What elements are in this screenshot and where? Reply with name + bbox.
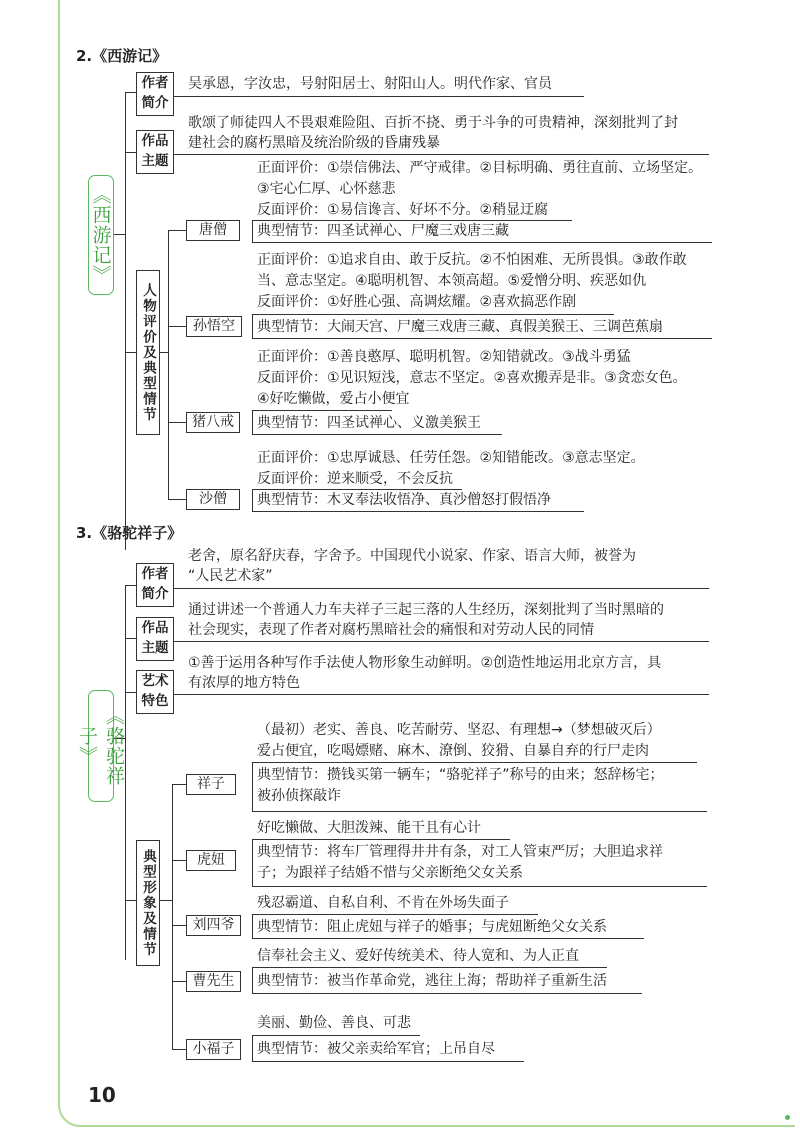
underline <box>252 886 707 887</box>
theme-line-2: 建社会的腐朽黑暗及统治阶级的昏庸残暴 <box>188 135 440 151</box>
tree-branch <box>172 925 186 926</box>
xiangzi-plot-1: 典型情节：攒钱买第一辆车；“骆驼祥子”称号的由来；怒辞杨宅； <box>257 767 664 783</box>
underline <box>252 410 392 411</box>
character-tangseng: 唐僧 <box>186 220 240 241</box>
theme-line-2: 社会现实，表现了作者对腐朽黑暗社会的痛恨和对劳动人民的同情 <box>188 622 594 638</box>
underline <box>174 641 709 642</box>
character-caoxiansheng: 曹先生 <box>186 971 241 992</box>
caoxiansheng-trait: 信奉社会主义、爱好传统美术、待人宽和、为人正直 <box>257 948 579 964</box>
tree-subtrunk <box>168 230 169 500</box>
tangseng-plot: 典型情节：四圣试禅心、尸魔三戏唐三藏 <box>257 223 509 239</box>
underline <box>252 314 614 315</box>
underline <box>252 993 642 994</box>
caoxiansheng-plot: 典型情节：被当作革命党，逃往上海；帮助祥子重新生活 <box>257 973 607 989</box>
sunwukong-eval-3: 反面评价：①好胜心强、高调炫耀。②喜欢搞恶作剧 <box>257 294 577 310</box>
underline <box>252 839 510 840</box>
section-title-xiyouji: 2.《西游记》 <box>76 47 168 65</box>
divider <box>252 839 253 887</box>
divider <box>252 314 253 338</box>
underline <box>174 588 709 589</box>
character-shaseng: 沙僧 <box>186 489 240 510</box>
shaseng-eval-1: 正面评价：①忠厚诚恳、任劳任怨。②知错能改。③意志坚定。 <box>257 450 645 466</box>
underline <box>174 96 584 97</box>
category-characters: 典型形象及情节 <box>136 840 160 966</box>
section-title-luotuoxiangzi: 3.《骆驼祥子》 <box>76 524 183 542</box>
tangseng-eval-1: 正面评价：①崇信佛法、严守戒律。②目标明确、勇往直前、立场坚定。 <box>257 160 703 176</box>
tangseng-eval-3: 反面评价：①易信谗言、好坏不分。②稍显迂腐 <box>257 202 549 218</box>
theme-line-1: 通过讲述一个普通人力车夫祥子三起三落的人生经历，深刻批判了当时黑暗的 <box>188 602 664 618</box>
tree-branch <box>172 981 186 982</box>
tree-branch <box>168 230 186 231</box>
underline <box>252 1061 524 1062</box>
theme-line-1: 歌颂了师徒四人不畏艰难险阻、百折不挠、勇于斗争的可贵精神，深刻批判了封 <box>188 115 678 131</box>
shaseng-eval-2: 反面评价：逆来顺受，不会反抗 <box>257 471 453 487</box>
tree-branch <box>160 352 169 353</box>
underline <box>252 811 707 812</box>
zhubajie-eval-3: ④好吃懒做，爱占小便宜 <box>257 391 410 407</box>
tree-branch <box>168 326 186 327</box>
book-title-luotuoxiangzi: 《骆驼祥子》 <box>88 690 114 802</box>
zhubajie-eval-2: 反面评价：①见识短浅，意志不坚定。②喜欢搬弄是非。③贪恋女色。 <box>257 370 687 386</box>
xiaofuzi-plot: 典型情节：被父亲卖给军官；上吊自尽 <box>257 1041 495 1057</box>
art-line-1: ①善于运用各种写作手法使人物形象生动鲜明。②创造性地运用北京方言，具 <box>188 655 662 671</box>
zhubajie-eval-1: 正面评价：①善良憨厚、聪明机智。②知错就改。③战斗勇猛 <box>257 349 631 365</box>
category-author-intro: 作者简介 <box>136 563 174 607</box>
xiangzi-trait-1: （最初）老实、善良、吃苦耐劳、坚忍、有理想→（梦想破灭后） <box>257 722 661 738</box>
character-xiaofuzi: 小福子 <box>186 1039 241 1060</box>
huniu-plot-2: 子；为跟祥子结婚不惜与父亲断绝父女关系 <box>257 865 523 881</box>
divider <box>252 220 253 242</box>
divider <box>252 489 253 511</box>
author-text: 吴承恩，字汝忠，号射阳居士、射阳山人。明代作家、官员 <box>188 76 552 92</box>
underline <box>252 242 712 243</box>
huniu-plot-1: 典型情节：将车厂管理得井井有条，对工人管束严厉；大胆追求祥 <box>257 844 663 860</box>
divider <box>252 914 253 938</box>
tree-branch <box>172 784 186 785</box>
zhubajie-plot: 典型情节：四圣试禅心、义激美猴王 <box>257 415 481 431</box>
tree-branch <box>172 1049 186 1050</box>
author-line-1: 老舍，原名舒庆春，字舍予。中国现代小说家、作家、语言大师，被誉为 <box>188 548 636 564</box>
corner-marker <box>785 1115 790 1120</box>
liusiye-trait: 残忍霸道、自私自利、不肯在外场失面子 <box>257 895 509 911</box>
character-sunwukong: 孙悟空 <box>186 316 242 337</box>
underline <box>252 434 502 435</box>
xiangzi-plot-2: 被孙侦探敲诈 <box>257 788 341 804</box>
underline <box>252 338 712 339</box>
underline <box>252 511 584 512</box>
divider <box>252 967 253 993</box>
tree-branch <box>168 499 186 500</box>
sunwukong-eval-1: 正面评价：①追求自由、敢于反抗。②不怕困难、无所畏惧。③敢作敢 <box>257 252 687 268</box>
divider <box>252 1035 253 1061</box>
underline <box>174 694 709 695</box>
underline <box>174 154 709 155</box>
underline <box>252 1035 420 1036</box>
category-characters: 人物评价及典型情节 <box>136 270 160 435</box>
category-theme: 作品主题 <box>136 130 174 174</box>
xiangzi-trait-2: 爱占便宜，吃喝嫖赌、麻木、潦倒、狡猾、自暴自弃的行尸走肉 <box>257 743 649 759</box>
tangseng-eval-2: ③宅心仁厚、心怀慈悲 <box>257 181 396 197</box>
tree-branch <box>160 900 173 901</box>
sunwukong-eval-2: 当、意志坚定。④聪明机智、本领高超。⑤爱憎分明、疾恶如仇 <box>257 273 647 289</box>
tree-branch <box>172 860 186 861</box>
character-zhubajie: 猪八戒 <box>186 412 240 433</box>
author-line-2: “人民艺术家” <box>188 568 273 584</box>
book-title-xiyouji: 《西游记》 <box>88 175 114 295</box>
divider <box>252 762 253 812</box>
underline <box>252 967 607 968</box>
huniu-trait: 好吃懒做、大胆泼辣、能干且有心计 <box>257 820 481 836</box>
liusiye-plot: 典型情节：阻止虎妞与祥子的婚事；与虎妞断绝父女关系 <box>257 919 607 935</box>
xiaofuzi-trait: 美丽、勤俭、善良、可悲 <box>257 1015 411 1031</box>
category-author-intro: 作者简介 <box>136 72 174 116</box>
tree-trunk <box>125 92 126 550</box>
shaseng-plot: 典型情节：木叉奉法收悟净、真沙僧怒打假悟净 <box>257 492 551 508</box>
sunwukong-plot: 典型情节：大闹天宫、尸魔三戏唐三藏、真假美猴王、三调芭蕉扇 <box>257 319 663 335</box>
underline <box>252 914 538 915</box>
tree-branch <box>168 422 186 423</box>
page-number: 10 <box>88 1083 116 1107</box>
tree-subtrunk <box>172 784 173 1049</box>
divider <box>252 410 253 434</box>
character-xiangzi: 祥子 <box>186 774 236 795</box>
character-huniu: 虎妞 <box>186 850 236 871</box>
character-liusiye: 刘四爷 <box>186 915 241 936</box>
category-theme: 作品主题 <box>136 617 174 661</box>
art-line-2: 有浓厚的地方特色 <box>188 675 300 691</box>
underline <box>252 762 697 763</box>
underline <box>252 938 644 939</box>
category-art-features: 艺术特色 <box>136 670 174 714</box>
